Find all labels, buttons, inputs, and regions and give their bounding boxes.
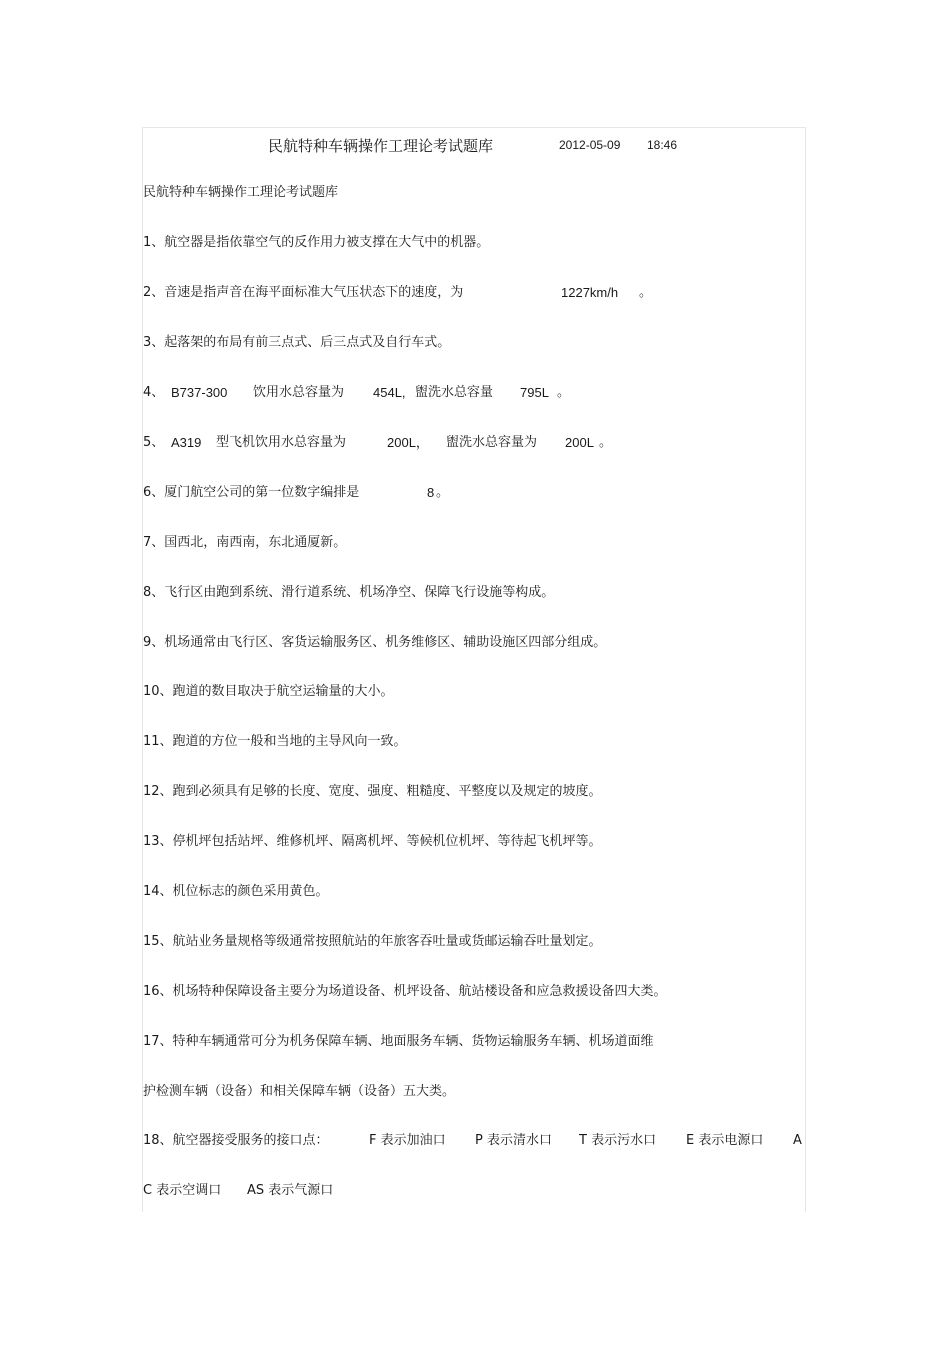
question-6-end: 。 <box>436 485 450 500</box>
document-subtitle: 民航特种车辆操作工理论考试题库 <box>143 185 339 200</box>
question-18-waste: T 表示污水口 <box>579 1133 657 1148</box>
question-18-line-1 <box>143 1132 805 1150</box>
question-4-text-a: 饮用水总容量为 <box>253 385 345 400</box>
question-5 <box>143 434 763 452</box>
question-6-text: 6、厦门航空公司的第一位数字编排是 <box>143 485 360 500</box>
page-title: 民航特种车辆操作工理论考试题库 <box>268 137 494 155</box>
question-17-line-1: 17、特种车辆通常可分为机务保障车辆、地面服务车辆、货物运输服务车辆、机场道面维 <box>143 1034 654 1049</box>
question-7: 7、国西北，南西南，东北通厦新。 <box>143 535 347 550</box>
question-18-line-2 <box>143 1182 763 1200</box>
question-15: 15、航站业务量规格等级通常按照航站的年旅客吞吐量或货邮运输吞吐量划定。 <box>143 934 602 949</box>
question-13: 13、停机坪包括站坪、维修机坪、隔离机坪、等候机位机坪、等待起飞机坪等。 <box>143 834 602 849</box>
question-4-model: B737-300 <box>171 385 228 400</box>
question-18-water: P 表示清水口 <box>475 1133 552 1148</box>
question-8: 8、飞行区由跑到系统、滑行道系统、机场净空、保障飞行设施等构成。 <box>143 585 555 600</box>
question-5-text-a: 型飞机饮用水总容量为 <box>216 435 347 450</box>
question-2-text: 2、音速是指声音在海平面标准大气压状态下的速度，为 <box>143 285 464 300</box>
post-date: 2012-05-09 <box>559 138 621 152</box>
question-10: 10、跑道的数目取决于航空运输量的大小。 <box>143 684 394 699</box>
question-4 <box>143 384 763 402</box>
question-5-value-a: 200L， <box>387 435 429 450</box>
question-12: 12、跑到必须具有足够的长度、宽度、强度、粗糙度、平整度以及规定的坡度。 <box>143 784 602 799</box>
question-4-number: 4、 <box>143 385 165 400</box>
question-5-end: 。 <box>599 435 613 450</box>
question-18-text: 18、航空器接受服务的接口点： <box>143 1133 329 1148</box>
title-row <box>0 135 950 157</box>
question-11: 11、跑道的方位一般和当地的主导风向一致。 <box>143 734 407 749</box>
question-9: 9、机场通常由飞行区、客货运输服务区、机务维修区、辅助设施区四部分组成。 <box>143 635 607 650</box>
question-18-power: E 表示电源口 <box>686 1133 764 1148</box>
question-18-air-source: AS 表示气源口 <box>247 1183 334 1198</box>
question-18-aircon: C 表示空调口 <box>143 1183 222 1198</box>
question-4-end: 。 <box>557 385 571 400</box>
question-5-number: 5、 <box>143 435 165 450</box>
post-time: 18:46 <box>647 138 678 152</box>
question-4-text-b: 盥洗水总容量 <box>415 385 494 400</box>
question-3: 3、起落架的布局有前三点式、后三点式及自行车式。 <box>143 335 451 350</box>
question-1: 1、航空器是指依靠空气的反作用力被支撑在大气中的机器。 <box>143 235 490 250</box>
question-5-value-b: 200L <box>565 435 594 450</box>
question-4-value-a: 454L, <box>373 385 406 400</box>
question-2 <box>143 284 763 302</box>
question-14: 14、机位标志的颜色采用黄色。 <box>143 884 329 899</box>
question-5-text-b: 盥洗水总容量为 <box>446 435 538 450</box>
question-16: 16、机场特种保障设备主要分为场道设备、机坪设备、航站楼设备和应急救援设备四大类。 <box>143 984 667 999</box>
question-4-value-b: 795L <box>520 385 549 400</box>
question-5-model: A319 <box>171 435 202 450</box>
question-18-wrap: A <box>793 1133 802 1148</box>
question-6-value: 8 <box>427 485 435 500</box>
question-2-end: 。 <box>639 285 653 300</box>
question-2-value: 1227km/h <box>561 285 619 300</box>
question-17-line-2: 护检测车辆（设备）和相关保障车辆（设备）五大类。 <box>143 1084 456 1099</box>
question-18-fuel: F 表示加油口 <box>369 1133 446 1148</box>
question-6 <box>143 484 763 502</box>
